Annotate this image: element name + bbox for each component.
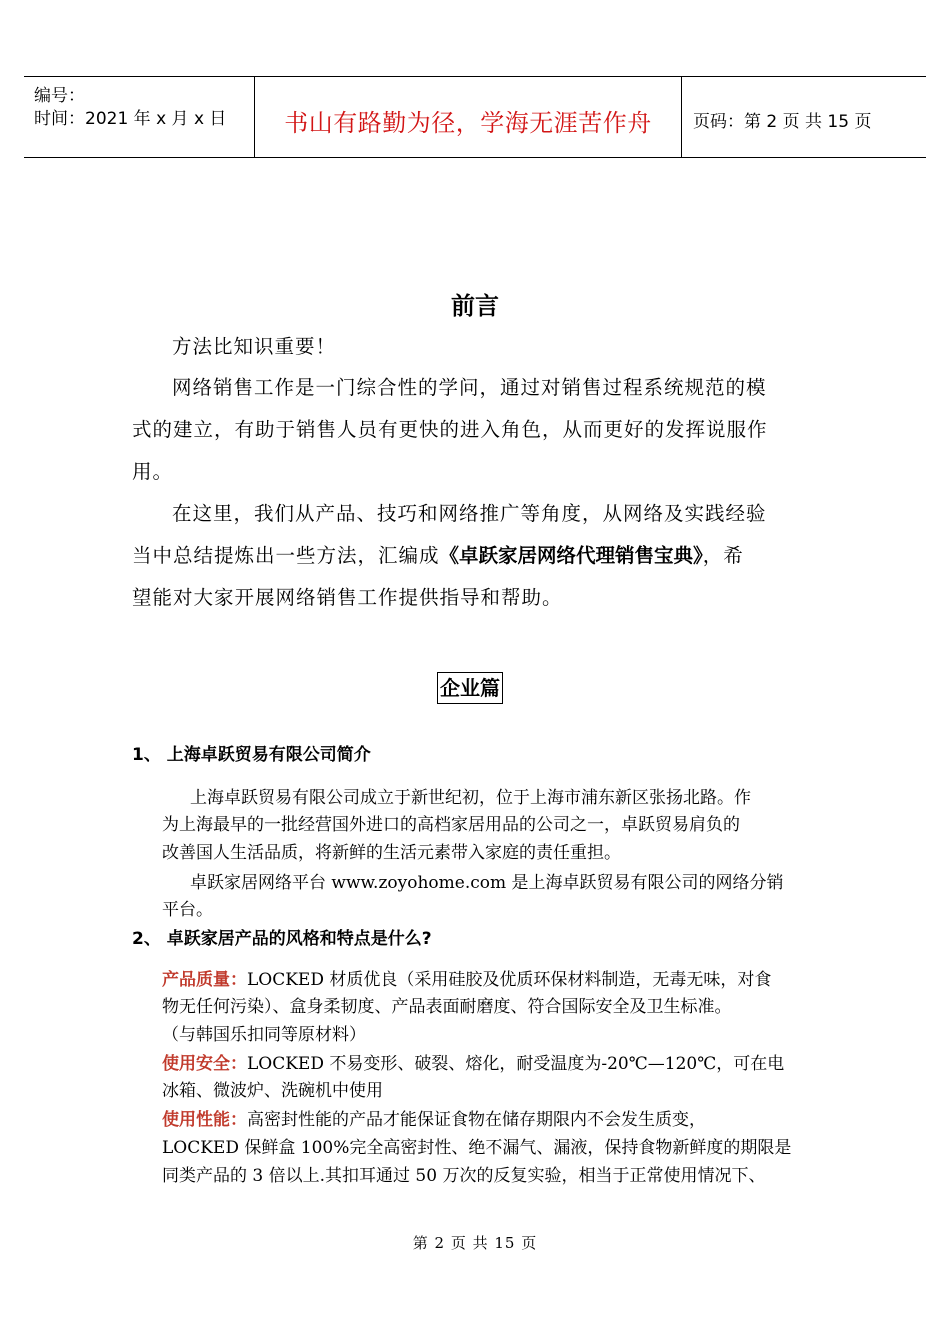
heading-product-style-bold: 产品的风格和特点是什么?	[234, 929, 432, 949]
perf-label: 使用性能：	[162, 1110, 247, 1130]
preface-line-3: 式的建立，有助于销售人员有更快的进入角色，从而更好的发挥说服作	[132, 418, 768, 441]
header-left-cell	[24, 77, 254, 157]
intro-line-1: 上海卓跃贸易有限公司成立于新世纪初，位于上海市浦东新区张扬北路。作	[190, 788, 751, 808]
preface-line-7: 望能对大家开展网络销售工作提供指导和帮助。	[132, 586, 563, 609]
header-motto: 书山有路勤为径，学海无涯苦作舟	[284, 109, 652, 137]
preface-line-4: 用。	[132, 460, 174, 483]
quality-line-2: 物无任何污染）、盒身柔韧度、产品表面耐磨度、符合国际安全及卫生标准。	[162, 997, 732, 1017]
preface-line-2: 网络销售工作是一门综合性的学问，通过对销售过程系统规范的模	[172, 376, 767, 399]
perf-text-1: 高密封性能的产品才能保证食物在储存期限内不会发生质变，	[247, 1110, 706, 1130]
time-label: 时间：2021 年 x 月 x 日	[34, 109, 227, 129]
handbook-title: 《卓跃家居网络代理销售宝典》	[439, 544, 703, 567]
section-title: 企业篇	[437, 672, 503, 704]
heading-product-style-pre: 2、 卓跃家居	[132, 929, 235, 949]
heading-company-intro: 1、 上海卓跃贸易有限公司简介	[132, 745, 371, 765]
safety-line-1	[162, 1049, 784, 1074]
quality-line-3: （与韩国乐扣同等原材料）	[162, 1025, 366, 1045]
preface-line-5: 在这里，我们从产品、技巧和网络推广等角度，从网络及实践经验	[172, 502, 767, 525]
safety-line-2: 冰箱、微波炉、洗碗机中使用	[162, 1081, 383, 1101]
preface-line-6-pre: 当中总结提炼出一些方法，汇编成	[132, 544, 440, 567]
page-header	[24, 76, 926, 158]
perf-line-2: LOCKED 保鲜盒 100%完全高密封性、绝不漏气、漏液，保持食物新鲜度的期限是	[162, 1138, 792, 1158]
header-right-cell	[681, 77, 926, 157]
number-label: 编号：	[34, 86, 85, 106]
perf-line-1	[162, 1105, 706, 1130]
page-footer: 第 2 页 共 15 页	[412, 1234, 538, 1252]
preface-line-1: 方法比知识重要！	[172, 335, 337, 358]
preface-title: 前言	[451, 292, 499, 320]
intro-line-2: 为上海最早的一批经营国外进口的高档家居用品的公司之一，卓跃贸易肩负的	[162, 815, 740, 835]
header-center-cell	[254, 77, 682, 157]
safety-text-1: LOCKED 不易变形、破裂、熔化，耐受温度为-20℃—120℃，可在电	[247, 1054, 785, 1074]
intro-line-3: 改善国人生活品质，将新鲜的生活元素带入家庭的责任重担。	[162, 843, 621, 863]
preface-line-6	[132, 540, 744, 568]
preface-line-6-post: ，希	[702, 544, 744, 567]
safety-label: 使用安全：	[162, 1054, 247, 1074]
header-page-info: 页码：第 2 页 共 15 页	[693, 112, 872, 132]
perf-line-3: 同类产品的 3 倍以上.其扣耳通过 50 万次的反复实验，相当于正常使用情况下、	[162, 1166, 766, 1186]
intro-line-4: 卓跃家居网络平台 www.zoyohome.com 是上海卓跃贸易有限公司的网络分销	[190, 873, 784, 893]
heading-product-style	[132, 924, 432, 949]
quality-line-1	[162, 965, 771, 990]
quality-label: 产品质量：	[162, 970, 247, 990]
intro-line-5: 平台。	[162, 900, 213, 920]
quality-text-1: LOCKED 材质优良（采用硅胶及优质环保材料制造，无毒无味，对食	[247, 970, 772, 990]
